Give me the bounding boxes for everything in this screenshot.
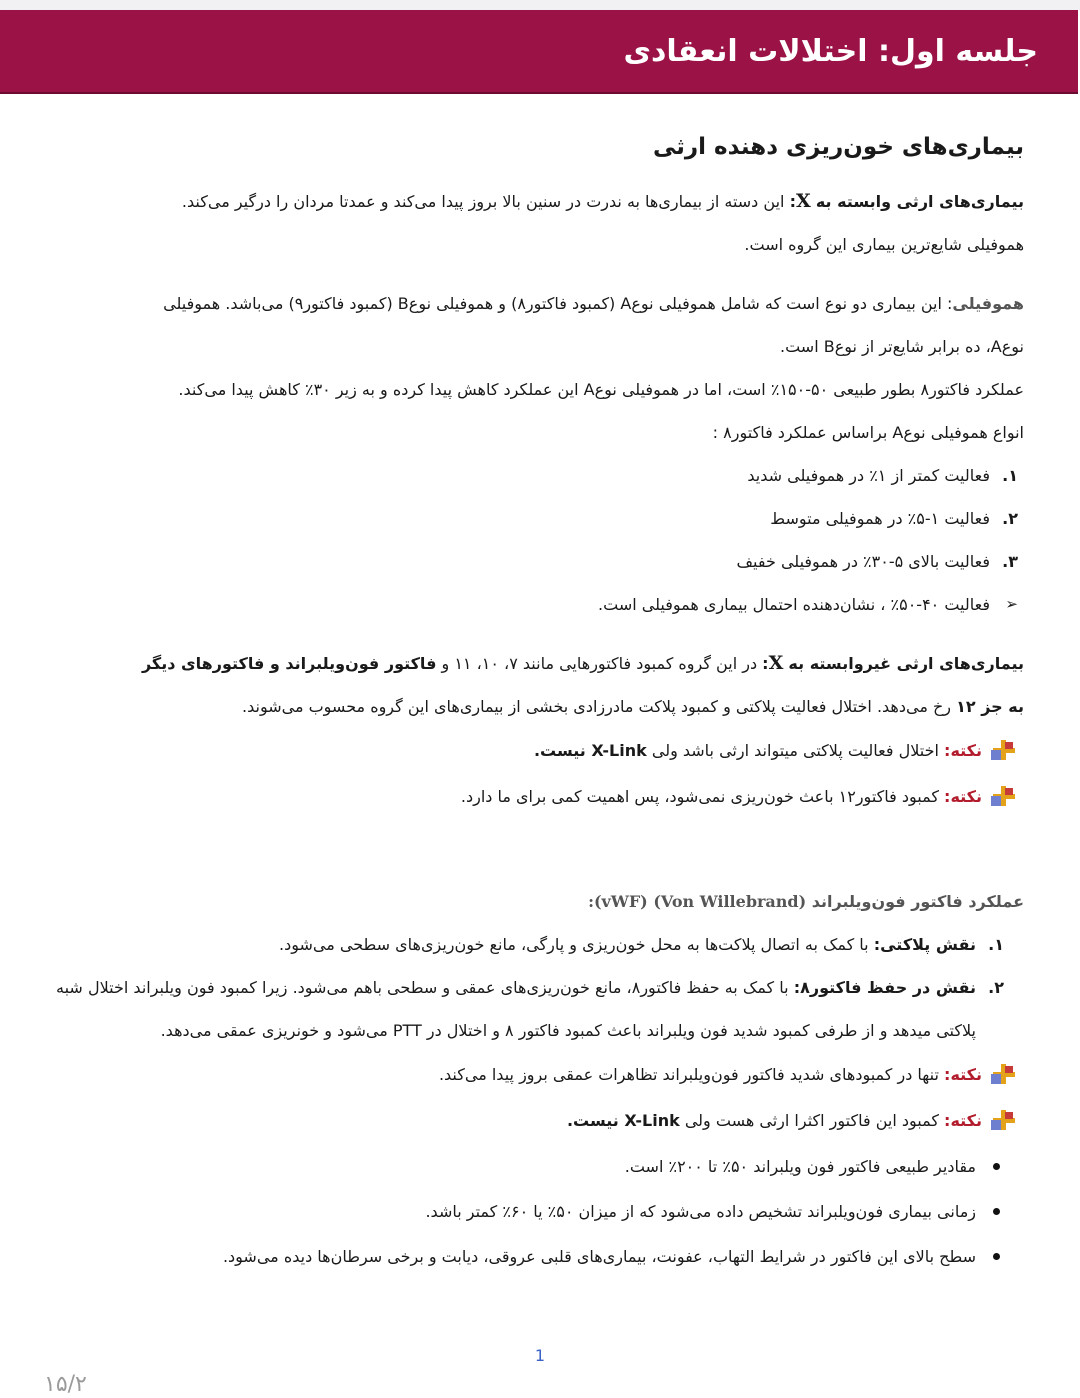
vwf-facts-list xyxy=(56,1144,1024,1279)
hemophilia-types-list xyxy=(56,454,1024,583)
note-pin-icon xyxy=(990,1064,1016,1086)
note-item xyxy=(56,1098,1016,1144)
non-x-linked-line-1: بیماری‌های ارثی غیروابسته به X: در این گروه کمبود فاکتورهایی مانند ۷، ۱۰، ۱۱ و فاکتور فون‌ویلبراند و فاکتورهای دیگر xyxy=(141,652,1024,674)
document-body xyxy=(56,120,1024,1279)
x-linked-text-1: این دسته از بیماری‌ها به ندرت در سنین بالا بروز پیدا می‌کند و عمدتا مردان را درگیر می‌کند. xyxy=(181,192,790,211)
arrow-bullet-icon: ➢ xyxy=(1005,595,1018,613)
list-item-text: سطح بالای این فاکتور در شرایط التهاب، عفونت، بیماری‌های قلبی عروقی، دیابت و برخی سرطان‌ها دیده می‌شود. xyxy=(222,1247,976,1266)
bullet-dot-icon xyxy=(993,1253,1000,1260)
non-x-linked-text-1a: در این گروه کمبود فاکتورهایی مانند ۷، ۱۰، ۱۱ و xyxy=(436,654,763,673)
note-strong: X-Link نیست. xyxy=(566,1111,680,1130)
vwf-title-fa: عملکرد فاکتور فون‌ویلبراند xyxy=(811,892,1024,911)
hemophilia-line-4: انواع هموفیلی نوعA براساس عملکرد فاکتور۸ : xyxy=(712,423,1024,442)
list-item xyxy=(56,454,1024,497)
hemophilia-lead: هموفیلی xyxy=(952,294,1024,313)
vwf-title-abbr: (vWF): xyxy=(588,892,648,911)
note-label: نکته: xyxy=(944,741,982,760)
x-linked-colon: : xyxy=(789,192,796,211)
note-item xyxy=(56,774,1016,820)
bullet-dot-icon xyxy=(993,1208,1000,1215)
non-x-linked-text-2b: رخ می‌دهد. اختلال فعالیت پلاکتی و کمبود پلاکت مادرزادی بخشی از بیماری‌های این گروه محسوب می‌شوند. xyxy=(242,697,957,716)
top-strip xyxy=(0,0,1080,10)
note-label: نکته: xyxy=(944,1111,982,1130)
note-strong: X-Link نیست. xyxy=(533,741,647,760)
list-number: ۳. xyxy=(1002,552,1018,571)
x-symbol: X xyxy=(795,190,811,212)
list-item xyxy=(56,923,1024,966)
x-symbol: X xyxy=(768,652,784,674)
note-pin-icon xyxy=(990,1110,1016,1132)
note-label: نکته: xyxy=(944,787,982,806)
list-item xyxy=(56,1234,1024,1279)
note-item xyxy=(56,1052,1016,1098)
hemophilia-paragraph xyxy=(56,282,1024,626)
list-item-text: با کمک به اتصال پلاکت‌ها به محل خون‌ریزی و پارگی، مانع خون‌ریزی‌های سطحی می‌شود. xyxy=(278,935,874,954)
hemophilia-line-3: عملکرد فاکتور۸ بطور طبیعی ۵۰-۱۵۰٪ است، اما در هموفیلی نوعA این عملکرد کاهش پیدا کرده و به زیر ۳۰٪ کاهش پیدا می‌کند. xyxy=(178,380,1024,399)
note-pin-icon xyxy=(990,740,1016,762)
list-number: ۱. xyxy=(1002,466,1018,485)
list-item-text: مقادیر طبیعی فاکتور فون ویلبراند ۵۰٪ تا ۲۰۰٪ است. xyxy=(624,1157,976,1176)
non-x-linked-lead: بیماری‌های ارثی غیروابسته به xyxy=(788,654,1024,673)
non-x-linked-paragraph xyxy=(56,642,1024,820)
x-linked-lead: بیماری‌های ارثی وابسته به xyxy=(815,192,1024,211)
list-item xyxy=(56,497,1024,540)
hemophilia-line-2: نوعA، ده برابر شایع‌تر از نوعB است. xyxy=(779,337,1024,356)
section-title: بیماری‌های خون‌ریزی دهنده ارثی xyxy=(652,134,1024,160)
list-number: ۲. xyxy=(988,978,1004,997)
non-x-linked-line-2 xyxy=(56,685,1024,728)
hemophilia-text-1: : این بیماری دو نوع است که شامل هموفیلی نوعA (کمبود فاکتور۸) و هموفیلی نوعB (کمبود فاکتور۹) می‌باشد. هموفیلی xyxy=(163,294,953,313)
list-item-text: با کمک به حفظ فاکتور۸، مانع خون‌ریزی‌های عمقی و سطحی باهم می‌شود. زیرا کمبود فون ویلبراند اختلال شبه پلاکتی میدهد و از طرفی کمبود شدید فون ویلبراند باعث کمبود فاکتور ۸ و اختلال در PTT می‌شود و خونریزی عمقی می‌دهد. xyxy=(56,978,976,1040)
list-item xyxy=(56,540,1024,583)
x-linked-line-1 xyxy=(56,180,1024,223)
list-item-text: فعالیت بالای ۵-۳۰٪ در هموفیلی خفیف xyxy=(736,552,990,571)
list-item-bold: نقش در حفظ فاکتور۸: xyxy=(793,978,977,997)
vwf-title xyxy=(56,880,1024,923)
hemophilia-line-1 xyxy=(56,282,1024,325)
list-number: ۲. xyxy=(1002,509,1018,528)
chapter-header xyxy=(0,10,1078,94)
list-item-text: زمانی بیماری فون‌ویلبراند تشخیص داده می‌شود که از میزان ۵۰٪ یا ۶۰٪ کمتر باشد. xyxy=(425,1202,976,1221)
list-item xyxy=(56,1144,1024,1189)
list-item-text: فعالیت کمتر از ۱٪ در هموفیلی شدید xyxy=(747,466,990,485)
non-x-linked-text-2a: به جز ۱۲ xyxy=(956,697,1024,716)
note-item xyxy=(56,728,1016,774)
list-item xyxy=(56,966,1024,1052)
list-item-text: فعالیت ۱-۵٪ در هموفیلی متوسط xyxy=(770,509,990,528)
note-text: تنها در کمبودهای شدید فاکتور فون‌ویلبراند تظاهرات عمقی بروز پیدا می‌کند. xyxy=(438,1065,945,1084)
note-text: کمبود فاکتور۱۲ باعث خون‌ریزی نمی‌شود، پس اهمیت کمی برای ما دارد. xyxy=(460,787,945,806)
list-item-bold: نقش پلاکتی: xyxy=(873,935,976,954)
chapter-title: جلسه اول: اختلالات انعقادی xyxy=(623,33,1038,69)
vwf-section xyxy=(56,880,1024,1279)
note-text: اختلال فعالیت پلاکتی میتواند ارثی باشد ولی xyxy=(646,741,945,760)
arrow-item-text: فعالیت ۴۰-۵۰٪ ، نشان‌دهنده احتمال بیماری هموفیلی است. xyxy=(598,595,990,614)
corner-page-mark: ۱۵/۲ xyxy=(44,1372,87,1397)
arrow-item xyxy=(56,583,1024,626)
vwf-functions-list xyxy=(56,923,1024,1052)
page-number: 1 xyxy=(534,1346,546,1365)
x-linked-paragraph xyxy=(56,180,1024,266)
x-linked-line-2: هموفیلی شایع‌ترین بیماری این گروه است. xyxy=(744,235,1024,254)
note-label: نکته: xyxy=(944,1065,982,1084)
non-x-linked-text-1b: فاکتور فون‌ویلبراند و فاکتورهای دیگر xyxy=(141,654,437,673)
vwf-title-en: (Von Willebrand) xyxy=(647,892,812,911)
list-number: ۱. xyxy=(988,935,1004,954)
note-text: کمبود این فاکتور اکثرا ارثی هست ولی xyxy=(679,1111,945,1130)
list-item xyxy=(56,1189,1024,1234)
bullet-dot-icon xyxy=(993,1163,1000,1170)
note-pin-icon xyxy=(990,786,1016,808)
